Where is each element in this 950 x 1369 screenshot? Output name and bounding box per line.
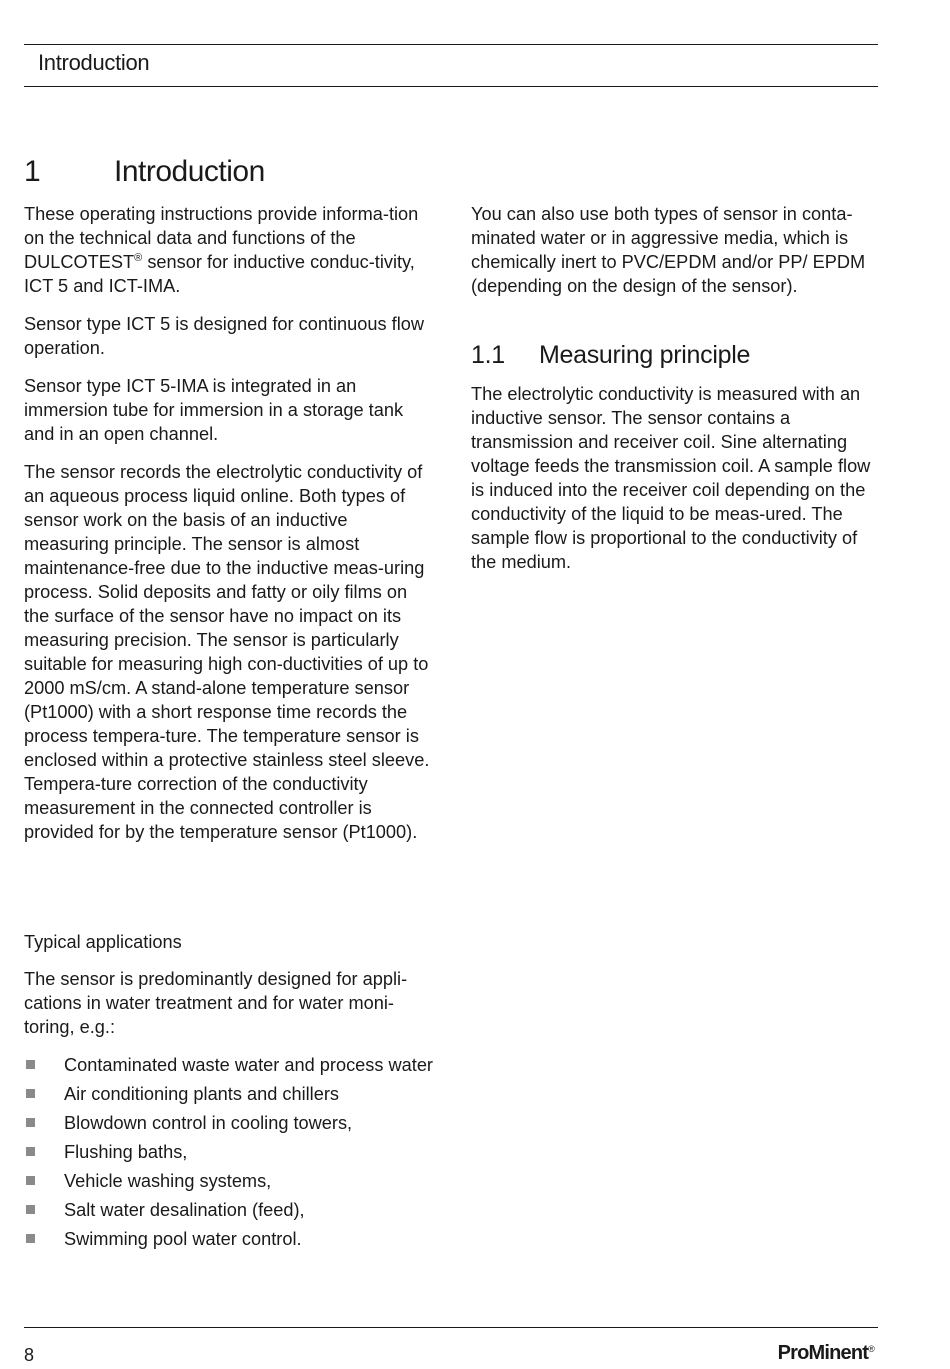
subsection-number: 1.1 [471, 341, 505, 369]
applications-list [24, 1053, 434, 1251]
list-item: Vehicle washing systems, [24, 1169, 434, 1193]
registered-mark: ® [134, 251, 143, 264]
ict5-ima-paragraph: Sensor type ICT 5-IMA is integrated in an immersion tube for immersion in a storage tank and in an open channel. [24, 376, 404, 444]
ict5-paragraph: Sensor type ICT 5 is designed for continuous flow operation. [24, 314, 425, 358]
header-top-rule [24, 44, 878, 45]
section-number: 1 [24, 155, 41, 188]
measuring-principle-paragraph: The electrolytic conductivity is measured with an inductive sensor. The sensor contains a transmission and receiver coil. Sine alternating voltage feeds the transmission coil. A sample flow is induced into the receiver coil depending on the conductivity of the liquid to be meas-ured. The sample flow is proportional to the conductivity of the medium. [471, 384, 871, 572]
intro-paragraph [24, 202, 432, 298]
subsection-title: Measuring principle [539, 341, 751, 369]
applications-section [24, 967, 434, 1256]
page-number: 8 [24, 1345, 35, 1365]
header-bottom-rule [24, 86, 878, 87]
logo-registered-mark: ® [868, 1344, 874, 1354]
bullet-square-icon [26, 1234, 35, 1243]
left-column [24, 202, 432, 858]
applications-intro: The sensor is predominantly designed for appli-cations in water treatment and for water moni-toring, e.g.: [24, 969, 408, 1037]
section-heading [24, 155, 265, 189]
running-header-title: Introduction [38, 50, 150, 75]
list-item: Salt water desalination (feed), [24, 1198, 434, 1222]
footer-rule [24, 1327, 878, 1328]
right-column [471, 202, 879, 588]
list-item: Flushing baths, [24, 1140, 434, 1164]
bullet-square-icon [26, 1205, 35, 1214]
list-item: Contaminated waste water and process water [24, 1053, 434, 1077]
list-item: Blowdown control in cooling towers, [24, 1111, 434, 1135]
intro-text-a: These operating instructions provide informa-tion on the technical data and functions of the DULCOTEST [24, 204, 419, 272]
bullet-square-icon [26, 1176, 35, 1185]
list-item: Air conditioning plants and chillers [24, 1082, 434, 1106]
bullet-square-icon [26, 1060, 35, 1069]
bullet-square-icon [26, 1147, 35, 1156]
bullet-square-icon [26, 1089, 35, 1098]
section-title: Introduction [114, 155, 265, 188]
media-paragraph: You can also use both types of sensor in conta-minated water or in aggressive media, which is chemically inert to PVC/EPDM and/or PP/ EPDM (depending on the design of the sensor). [471, 204, 866, 296]
subsection-heading [471, 340, 879, 370]
prominent-logo: ProMinent® [777, 1342, 874, 1364]
bullet-square-icon [26, 1118, 35, 1127]
intro-text-b: sensor for inductive conduc-tivity, ICT 5 and ICT-IMA. [24, 252, 415, 296]
list-item: Swimming pool water control. [24, 1227, 434, 1251]
sensor-description-paragraph: The sensor records the electrolytic conductivity of an aqueous process liquid online. Both types of sensor work on the basis of an inductive measuring principle. The sensor is almost maintenance-free due to the inductive meas-uring process. Solid deposits and fatty or oily films on the surface of the sensor have no impact on its measuring precision. The sensor is particularly suitable for measuring high con-ductivities of up to 2000 mS/cm. A stand-alone temperature sensor (Pt1000) with a short response time records the process tempera-ture. The temperature sensor is enclosed within a protective stainless steel sleeve. Tempera-ture correction of the conductivity measurement in the connected controller is provided for by the temperature sensor (Pt1000). [24, 462, 430, 842]
applications-heading: Typical applications [24, 932, 182, 952]
